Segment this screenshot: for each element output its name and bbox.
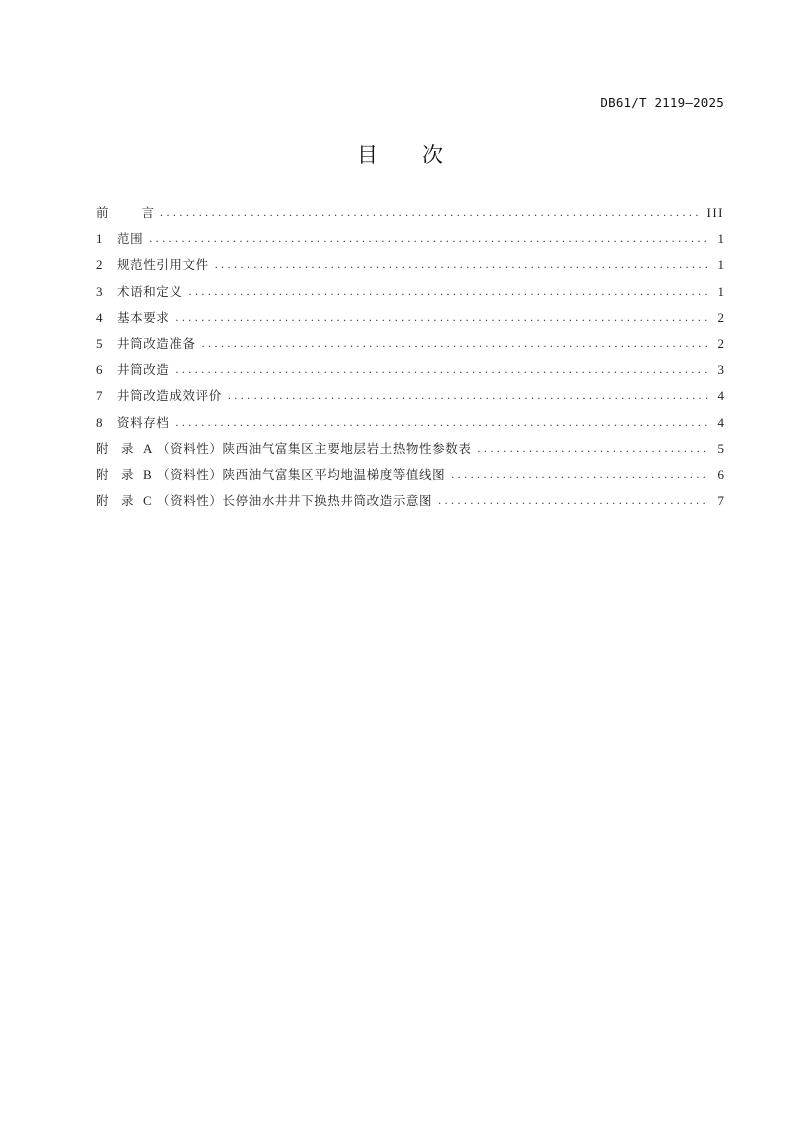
- toc-entry-appendix-b[interactable]: [96, 465, 724, 491]
- toc-page-number: 1: [717, 231, 724, 247]
- toc-section-number: 8: [96, 414, 103, 430]
- toc-entry-section-6[interactable]: [96, 360, 724, 386]
- toc-entry-label: 基本要求: [117, 309, 170, 325]
- appendix-prefix: 附 录 B: [96, 466, 152, 482]
- document-code: DB61/T 2119—2025: [600, 95, 724, 110]
- toc-entry-label: 长停油水井井下换热井筒改造示意图: [222, 493, 433, 509]
- toc-entry-appendix-a[interactable]: [96, 439, 724, 465]
- leader-dots: [175, 359, 710, 379]
- toc-entry-label: 术语和定义: [117, 283, 183, 299]
- toc-page-number: 4: [717, 388, 724, 404]
- toc-section-number: 4: [96, 309, 103, 325]
- toc-entry-section-3[interactable]: [96, 282, 724, 308]
- toc-page-number: 3: [717, 362, 724, 378]
- leader-dots: [477, 438, 710, 458]
- toc-entry-appendix-c[interactable]: [96, 491, 724, 517]
- toc-section-number: 1: [96, 231, 103, 247]
- leader-dots: [451, 464, 710, 484]
- leader-dots: [228, 385, 710, 405]
- leader-dots: [175, 307, 710, 327]
- appendix-prefix: 附 录 A: [96, 440, 153, 456]
- toc-entry-preface[interactable]: [96, 203, 724, 229]
- toc-entry-section-7[interactable]: [96, 386, 724, 412]
- leader-dots: [175, 412, 710, 432]
- toc-entry-label: 井筒改造准备: [117, 335, 196, 351]
- toc-entry-section-5[interactable]: [96, 334, 724, 360]
- toc-entry-label: 井筒改造成效评价: [117, 388, 222, 404]
- toc-page-number: 1: [717, 257, 724, 273]
- toc-entry-label: 前 言: [96, 205, 155, 220]
- appendix-prefix: 附 录 C: [96, 493, 152, 509]
- toc-entry-label: 井筒改造: [117, 362, 170, 378]
- toc-section-number: 2: [96, 257, 103, 273]
- toc-page-number: 2: [717, 335, 724, 351]
- appendix-type: （资料性）: [157, 493, 223, 509]
- table-of-contents: [96, 203, 724, 517]
- page-title: [0, 139, 800, 169]
- toc-entry-label: 范围: [117, 231, 144, 247]
- appendix-type: （资料性）: [157, 440, 223, 456]
- title-char-2: 次: [422, 143, 443, 167]
- appendix-type: （资料性）: [157, 466, 223, 482]
- toc-entry-label: 陕西油气富集区主要地层岩土热物性参数表: [222, 440, 472, 456]
- toc-page-number: 4: [717, 414, 724, 430]
- toc-entry-label: 资料存档: [117, 414, 170, 430]
- toc-entry-section-1[interactable]: [96, 229, 724, 255]
- leader-dots: [189, 281, 710, 301]
- toc-entry-section-8[interactable]: [96, 413, 724, 439]
- toc-page-number: 2: [717, 309, 724, 325]
- toc-section-number: 5: [96, 335, 103, 351]
- toc-page-number: 1: [717, 283, 724, 299]
- toc-section-number: 3: [96, 283, 103, 299]
- toc-page-number: 6: [717, 466, 724, 482]
- toc-section-number: 6: [96, 362, 103, 378]
- leader-dots: [438, 490, 710, 510]
- toc-section-number: 7: [96, 388, 103, 404]
- leader-dots: [215, 254, 710, 274]
- leader-dots: [149, 228, 710, 248]
- leader-dots: [202, 333, 710, 353]
- toc-entry-section-2[interactable]: [96, 255, 724, 281]
- toc-page-number: III: [706, 205, 724, 220]
- title-char-1: 目: [357, 143, 378, 167]
- toc-entry-label: 陕西油气富集区平均地温梯度等值线图: [222, 466, 446, 482]
- toc-page-number: 7: [717, 493, 724, 509]
- toc-page-number: 5: [717, 440, 724, 456]
- leader-dots: [160, 202, 700, 222]
- toc-entry-label: 规范性引用文件: [117, 257, 209, 273]
- toc-entry-section-4[interactable]: [96, 308, 724, 334]
